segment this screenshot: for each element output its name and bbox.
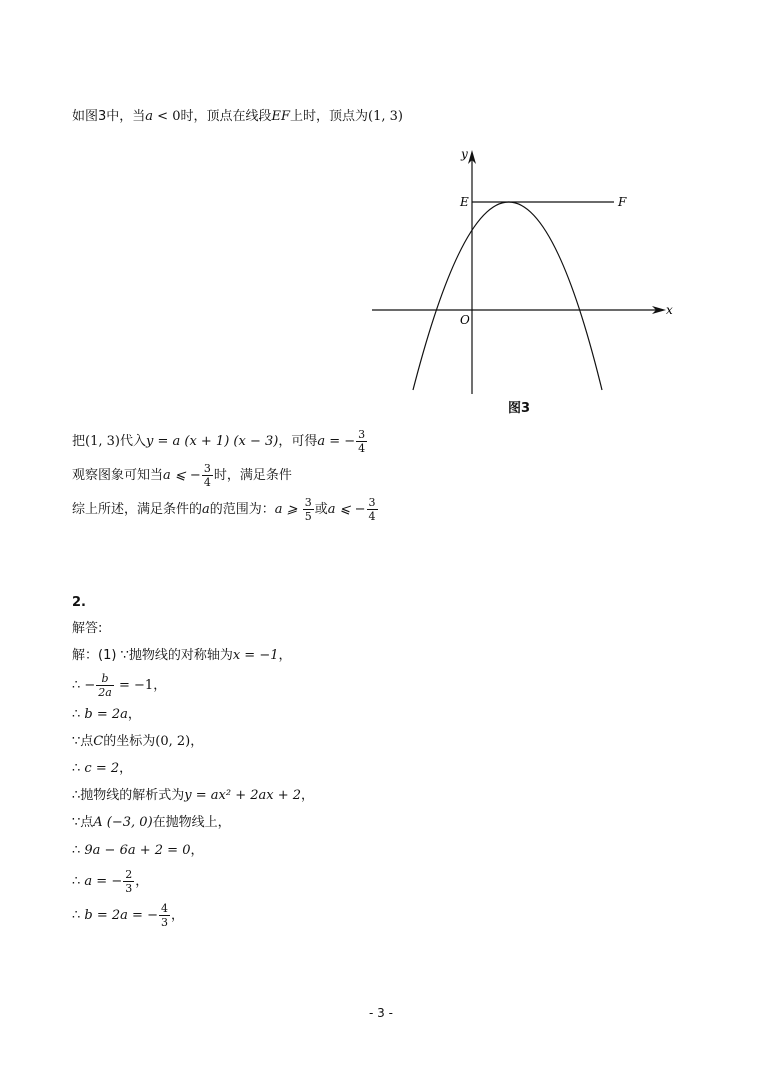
math-expr: ∴ [72,843,85,858]
text-line-3 [72,462,292,489]
math-expr: a = − [84,874,123,889]
math-expr: x = −1 [232,648,279,663]
text-seg: 时，满足条件 [213,468,292,483]
math-var: EF [271,109,290,124]
text-seg: 把 [72,434,86,449]
denominator: 5 [304,510,312,523]
text-seg: ， [278,648,292,663]
text-seg: < 0时，顶点在线段 [153,109,272,124]
text-seg: 的坐标为 [103,734,156,749]
text-seg: 的范围为： [209,502,275,517]
text-seg: ， [119,761,133,776]
math-expr: a ⩽ − [163,468,201,483]
math-expr: b = 2a = − [84,908,158,923]
math-var: a [202,502,210,517]
text-seg: ， [127,707,141,722]
numerator: 3 [304,496,312,509]
text-seg: 上时，顶点为 [290,109,369,124]
math-expr: b = 2a [84,707,128,722]
math-expr: ∴ [72,707,85,722]
numerator: 2 [125,868,133,881]
text-seg: 如图3中，当 [72,109,146,124]
math-expr: c = 2 [84,761,120,776]
numerator: 4 [160,902,168,915]
text-seg: 解：(1) ∵抛物线的对称轴为 [72,648,233,663]
solution-line-3 [72,706,141,724]
fraction [303,496,314,523]
math-expr: (1, 3) [368,109,403,124]
point-e-label: E [460,195,469,209]
text-seg: ， [170,908,184,923]
parabola-graph [366,142,686,394]
math-expr: a ⩾ [274,502,302,517]
fraction [96,672,114,699]
text-seg: ∴抛物线的解析式为 [72,788,185,803]
numerator: 3 [358,428,366,441]
math-expr: a ⩽ − [327,502,366,517]
fraction [367,496,378,523]
text-seg: ， [190,734,204,749]
fraction [159,902,170,929]
text-line-4 [72,496,379,523]
solution-line-7 [72,814,231,832]
text-seg: ， [135,874,149,889]
denominator: 4 [368,510,376,523]
answer-heading: 解答: [72,621,103,636]
math-expr: ∴ [72,908,85,923]
math-expr: A (−3, 0) [93,815,153,830]
numerator: b [96,672,114,686]
math-expr: a = − [317,434,356,449]
text-seg: ， [190,843,204,858]
page-number: - 3 - [369,1006,393,1020]
denominator: 3 [160,916,168,929]
math-expr: ∴ [72,874,85,889]
denominator: 4 [203,476,211,489]
text-seg: 观察图象可知当 [72,468,164,483]
fraction [123,868,134,895]
question-number: 2. [72,595,86,610]
text-seg: ， [301,788,315,803]
solution-line-6 [72,787,314,805]
text-seg: 代入 [119,434,146,449]
text-line-2 [72,428,368,455]
text-seg: 在抛物线上， [152,815,231,830]
solution-line-2 [72,672,166,699]
parabola-curve [413,202,602,390]
point-f-label: F [618,195,627,209]
denominator: 3 [125,882,133,895]
denominator: 4 [358,442,366,455]
math-var: a [145,109,154,124]
solution-line-8 [72,842,203,860]
math-expr: (0, 2) [155,734,191,749]
solution-line-4 [72,733,203,751]
y-axis-label: y [461,147,468,161]
solution-line-5 [72,760,132,778]
math-expr: = −1 [114,678,154,693]
math-expr: 9a − 6a + 2 = 0 [84,843,191,858]
math-var: C [93,734,104,749]
solution-line-1 [72,647,292,665]
denominator: 2a [98,686,112,699]
math-expr: ∴ − [72,678,96,693]
math-expr: y = a (x + 1) (x − 3) [145,434,279,449]
origin-label: O [460,313,470,327]
fraction [202,462,213,489]
math-expr: ∴ [72,761,85,776]
solution-line-9 [72,868,148,895]
figure-caption: 图3 [508,401,531,416]
math-expr: (1, 3) [85,434,120,449]
text-seg: ，可得 [278,434,318,449]
text-seg: 综上所述，满足条件的 [72,502,203,517]
text-seg: ∵点 [72,815,94,830]
fraction [356,428,367,455]
text-seg: 或 [314,502,328,517]
text-line-1 [72,108,403,126]
numerator: 3 [368,496,376,509]
math-expr: y = ax² + 2ax + 2 [184,788,302,803]
numerator: 3 [203,462,211,475]
x-axis-label: x [666,303,673,317]
text-seg: ， [153,678,167,693]
solution-line-10 [72,902,184,929]
text-seg: ∵点 [72,734,94,749]
